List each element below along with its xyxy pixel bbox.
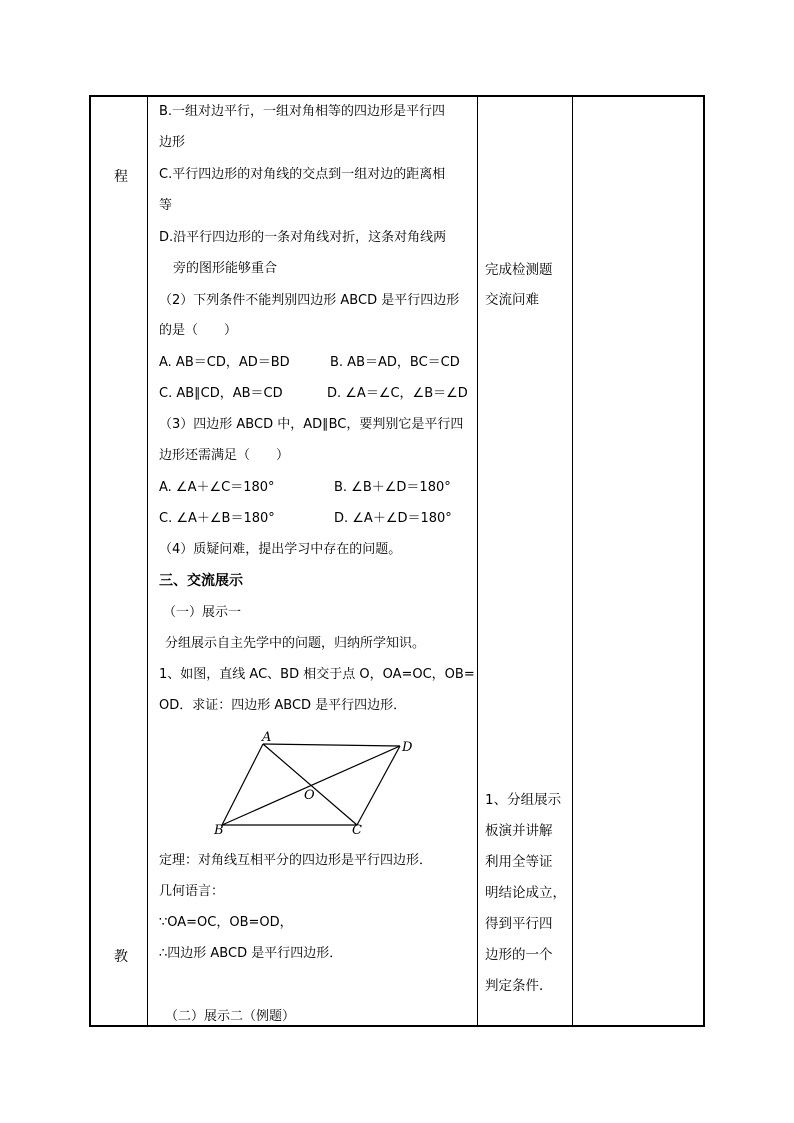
row-label-jiao: 教 — [114, 949, 128, 965]
theorem-text: 定理：对角线互相平分的四边形是平行四边形． — [159, 853, 433, 868]
because-statement: ∵OA=OC，OB=OD， — [159, 915, 293, 930]
diagonal-ac — [263, 744, 357, 825]
therefore-statement: ∴四边形 ABCD 是平行四边形． — [159, 946, 343, 961]
note-get-parallelogram: 得到平行四 — [485, 916, 553, 932]
option-c-line1: C.平行四边形的对角线的交点到一组对边的距离相 — [159, 167, 446, 182]
question-4: （4）质疑问难，提出学习中存在的问题。 — [159, 542, 402, 557]
note-complete-test: 完成检测题 — [485, 262, 553, 278]
section-heading: 三、交流展示 — [159, 573, 243, 589]
question-3-line2: 边形还需满足（ ） — [159, 448, 290, 463]
note-use-congruence: 利用全等证 — [485, 854, 553, 870]
question-3-line1: （3）四边形 ABCD 中，AD∥BC，要判别它是平行四 — [159, 417, 464, 432]
question-2-line2: 的是（ ） — [159, 323, 238, 338]
note-shape-one: 边形的一个 — [485, 947, 553, 963]
side-ba — [222, 744, 263, 825]
subheading-show-2: （二）展示二（例题） — [165, 1009, 296, 1024]
vertex-label-b: B — [214, 823, 224, 838]
q3-option-c: C. ∠A＋∠B＝180° — [159, 511, 275, 526]
option-b-line2: 边形 — [159, 135, 186, 150]
q3-option-a: A. ∠A＋∠C＝180° — [159, 480, 275, 495]
side-ad — [263, 744, 400, 746]
q3-option-d: D. ∠A＋∠D＝180° — [334, 511, 452, 526]
side-dc — [357, 746, 400, 825]
q2-option-d: D. ∠A＝∠C，∠B＝∠D — [327, 386, 468, 401]
note-criterion: 判定条件． — [485, 978, 553, 994]
q2-option-a: A. AB＝CD，AD＝BD — [159, 355, 290, 370]
note-group-show: 1、分组展示 — [485, 792, 562, 808]
vertex-label-d: D — [402, 740, 413, 755]
option-b-line1: B.一组对边平行，一组对角相等的四边形是平行四 — [159, 104, 446, 119]
q2-option-c: C. AB∥CD，AB＝CD — [159, 386, 283, 401]
option-d-line2: 旁的图形能够重合 — [173, 261, 278, 276]
row-label-cheng: 程 — [114, 169, 128, 185]
note-prove-conclusion: 明结论成立， — [485, 885, 566, 901]
diagonal-bd — [222, 746, 400, 825]
option-c-line2: 等 — [159, 198, 173, 213]
vertex-label-a: A — [262, 730, 272, 745]
option-d-line1: D.沿平行四边形的一条对角线对折，这条对角线两 — [159, 230, 447, 245]
group-show-text: 分组展示自主先学中的问题，归纳所学知识。 — [165, 636, 426, 651]
note-board-explain: 板演并讲解 — [485, 823, 553, 839]
problem-1-line2: OD．求证：四边形 ABCD 是平行四边形． — [159, 698, 407, 713]
note-exchange-questions: 交流问难 — [485, 292, 539, 308]
vertex-label-c: C — [352, 823, 362, 838]
problem-1-line1: 1、如图，直线 AC、BD 相交于点 O，OA=OC，OB= — [159, 667, 475, 682]
question-2-line1: （2）下列条件不能判别四边形 ABCD 是平行四边形 — [159, 293, 460, 308]
geometry-language-label: 几何语言： — [159, 884, 225, 899]
subheading-show-1: （一）展示一 — [163, 605, 242, 620]
q2-option-b: B. AB＝AD，BC＝CD — [330, 355, 460, 370]
center-label-o: O — [304, 788, 315, 803]
q3-option-b: B. ∠B＋∠D＝180° — [334, 480, 451, 495]
